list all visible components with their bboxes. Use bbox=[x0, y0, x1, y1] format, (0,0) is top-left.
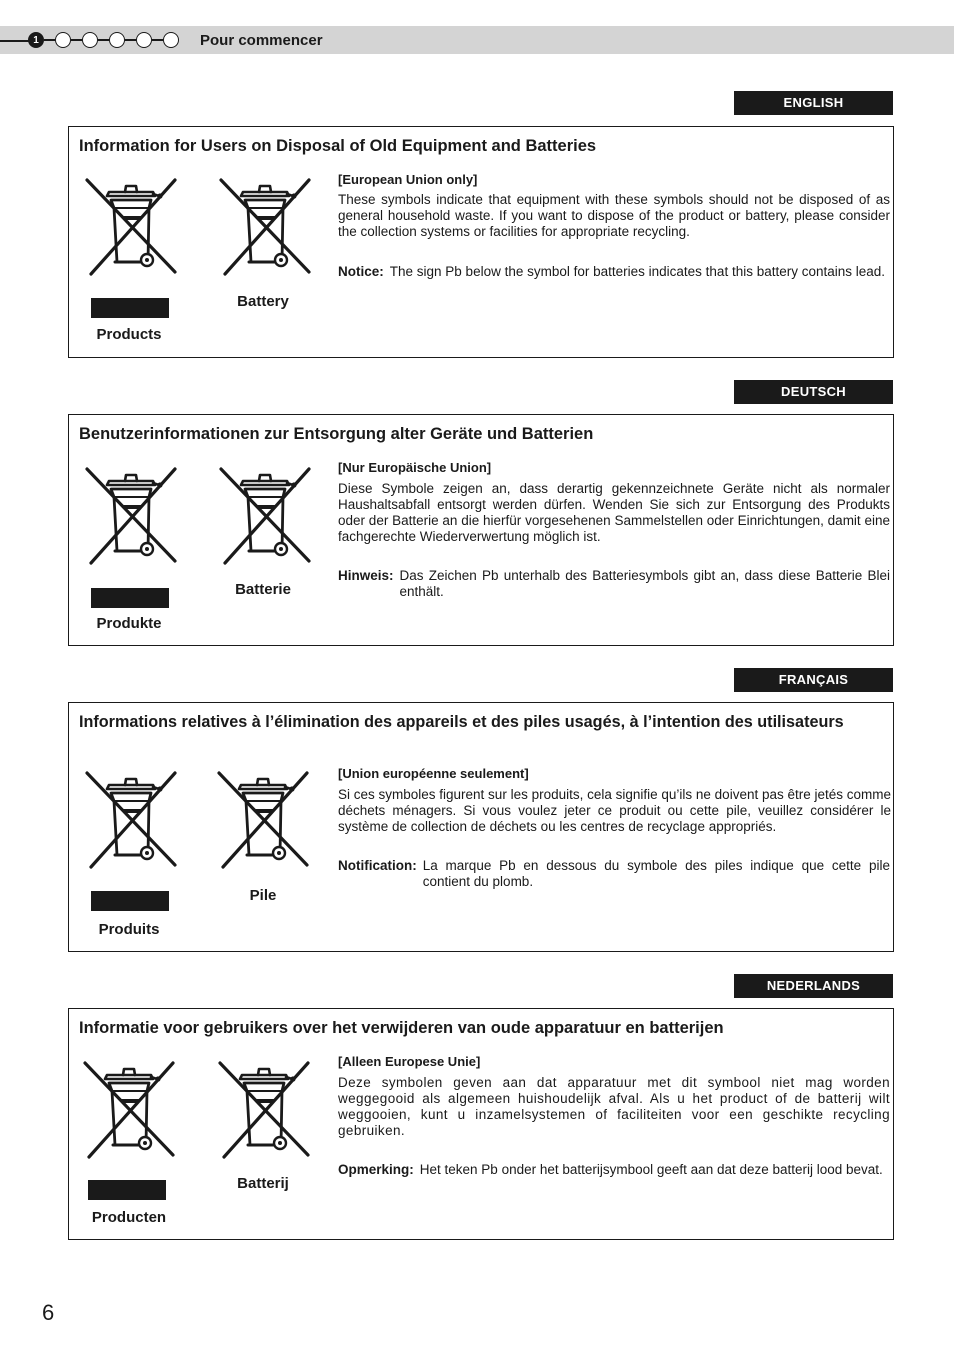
products-black-bar bbox=[88, 1180, 166, 1200]
crossed-out-wheelie-bin-icon bbox=[81, 463, 181, 567]
crossed-out-wheelie-bin-icon bbox=[214, 1057, 314, 1161]
section-title: Informatie voor gebruikers over het verwijderen van oude apparatuur en batterijen bbox=[79, 1019, 724, 1037]
step-connector bbox=[98, 39, 109, 40]
step-dot bbox=[55, 32, 71, 48]
notice-label: Hinweis: bbox=[338, 568, 394, 583]
step-dot bbox=[163, 32, 179, 48]
chapter-title: Pour commencer bbox=[200, 32, 323, 49]
disposal-info-box-english bbox=[68, 126, 894, 358]
region-heading: [Alleen Europese Unie] bbox=[338, 1054, 481, 1069]
notice-label: Notification: bbox=[338, 858, 417, 873]
battery-label: Battery bbox=[237, 293, 289, 310]
step-connector bbox=[125, 39, 136, 40]
notice-text: La marque Pb en dessous du symbole des piles indique que cette pile contient du plomb. bbox=[422, 858, 890, 889]
crossed-out-wheelie-bin-icon bbox=[213, 767, 313, 871]
section-title: Informations relatives à l’élimination des appareils et des piles usagés, à l’intention des utilisateurs bbox=[79, 713, 844, 731]
crossed-out-wheelie-bin-icon bbox=[81, 174, 181, 278]
region-heading: [European Union only] bbox=[338, 172, 478, 187]
notice bbox=[338, 264, 890, 280]
products-black-bar bbox=[91, 891, 169, 911]
disposal-info-box-deutsch bbox=[68, 414, 894, 646]
section-title: Benutzerinformationen zur Entsorgung alter Geräte und Batterien bbox=[79, 425, 594, 443]
region-heading: [Nur Europäische Union] bbox=[338, 460, 492, 475]
notice bbox=[338, 568, 890, 600]
crossed-out-wheelie-bin-icon bbox=[81, 767, 181, 871]
notice-text: Das Zeichen Pb unterhalb des Batteriesymbols gibt an, dass diese Batterie Blei enthält. bbox=[399, 568, 890, 599]
products-black-bar bbox=[91, 298, 169, 318]
products-label: Produits bbox=[98, 921, 160, 938]
notice-text: The sign Pb below the symbol for batteries indicates that this battery contains lead. bbox=[389, 264, 886, 279]
disposal-description: Diese Symbole zeigen an, dass derartig gekennzeichnete Geräte nicht als normaler Haushaltsabfall entsorgt werden dürfen. Wenden Sie sich zur Entsorgung des Produkts oder der Batterie an die hierfür vorgesehenen Sammelstellen oder Einrichtungen, damit eine fachgerechte Wiederverwertung möglich ist. bbox=[338, 481, 890, 544]
step-connector bbox=[71, 39, 82, 40]
notice bbox=[338, 858, 890, 890]
disposal-info-box-francais bbox=[68, 702, 894, 952]
products-black-bar bbox=[91, 588, 169, 608]
step-dot bbox=[82, 32, 98, 48]
disposal-description: These symbols indicate that equipment with these symbols should not be disposed of as general household waste. If you want to dispose of the product or battery, please consider the collection systems or facilities for appropriate recycling. bbox=[338, 192, 890, 239]
battery-label: Pile bbox=[249, 887, 277, 904]
chapter-step-indicator bbox=[28, 31, 179, 49]
notice-label: Opmerking: bbox=[338, 1162, 414, 1177]
disposal-description: Si ces symboles figurent sur les produits, cela signifie qu’ils ne doivent pas être jetés comme déchets ménagers. Si vous voulez jeter ce produit ou cette pile, veuillez considérer le système de collection de déchets ou les centres de recyclage appropriés. bbox=[338, 787, 892, 834]
step-dot bbox=[109, 32, 125, 48]
step-dot-active bbox=[28, 32, 44, 48]
crossed-out-wheelie-bin-icon bbox=[215, 463, 315, 567]
disposal-info-box-nederlands bbox=[68, 1008, 894, 1240]
language-tab-nederlands: NEDERLANDS bbox=[734, 974, 893, 998]
battery-label: Batterie bbox=[235, 581, 291, 598]
notice-text: Het teken Pb onder het batterijsymbool geeft aan dat deze batterij lood bevat. bbox=[419, 1162, 883, 1177]
products-label: Products bbox=[96, 326, 162, 343]
step-dot bbox=[136, 32, 152, 48]
products-label: Produkte bbox=[96, 615, 162, 632]
language-tab-francais: FRANÇAIS bbox=[734, 668, 893, 692]
crossed-out-wheelie-bin-icon bbox=[215, 174, 315, 278]
header-rule bbox=[0, 40, 30, 42]
battery-label: Batterij bbox=[237, 1175, 289, 1192]
region-heading: [Union européenne seulement] bbox=[338, 766, 529, 781]
notice-label: Notice: bbox=[338, 264, 384, 279]
step-number: 1 bbox=[33, 34, 39, 46]
crossed-out-wheelie-bin-icon bbox=[79, 1057, 179, 1161]
language-tab-deutsch: DEUTSCH bbox=[734, 380, 893, 404]
section-title: Information for Users on Disposal of Old Equipment and Batteries bbox=[79, 137, 597, 155]
language-tab-english: ENGLISH bbox=[734, 91, 893, 115]
disposal-description: Deze symbolen geven aan dat apparatuur met dit symbool niet mag worden weggegooid als algemeen huishoudelijk afval. Als u het product of de batterij wilt weggooien, kunt u inzamelsystemen of faciliteiten voor een geschikte recycling gebruiken. bbox=[338, 1075, 890, 1138]
step-connector bbox=[152, 39, 163, 40]
step-connector bbox=[44, 39, 55, 40]
notice bbox=[338, 1162, 890, 1178]
page-number: 6 bbox=[42, 1300, 55, 1325]
products-label: Producten bbox=[91, 1209, 167, 1226]
